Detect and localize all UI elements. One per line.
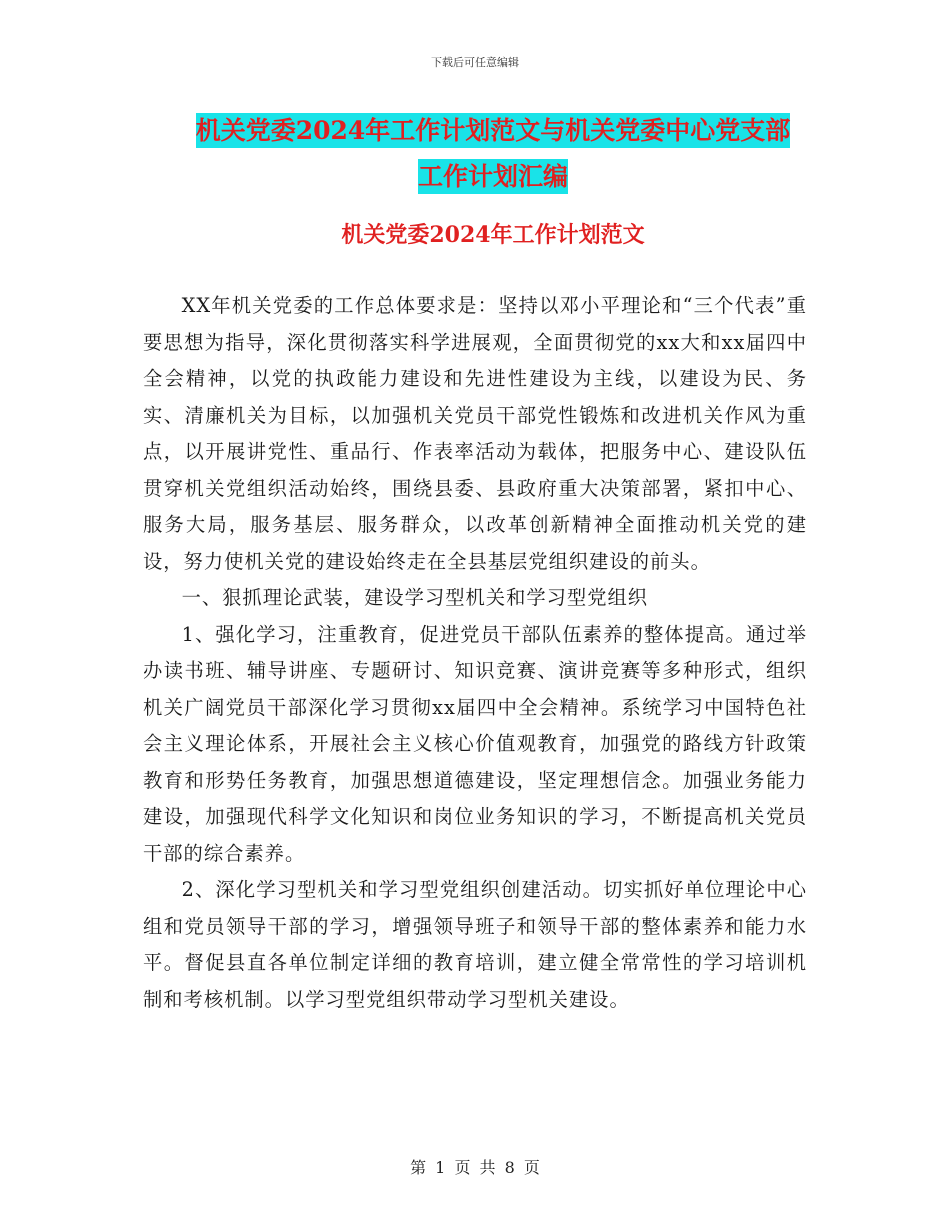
header-note: 下载后可任意编辑 — [431, 56, 519, 69]
main-title — [143, 108, 843, 200]
page-footer: 第 1 页 共 8 页 — [410, 1158, 540, 1177]
main-title-line1: 机关党委2024年工作计划范文与机关党委中心党支部 — [196, 113, 791, 148]
document-body — [143, 288, 807, 1018]
paragraph-item-2: 2、深化学习型机关和学习型党组织创建活动。切实抓好单位理论中心组和党员领导干部的学习，增强领导班子和领导干部的整体素养和能力水平。督促县直各单位制定详细的教育培训，建立健全常常性的学习培训机制和考核机制。以学习型党组织带动学习型机关建设。 — [143, 878, 807, 1011]
paragraph-intro: XX年机关党委的工作总体要求是：坚持以邓小平理论和“三个代表”重要思想为指导，深化贯彻落实科学进展观，全面贯彻党的xx大和xx届四中全会精神，以党的执政能力建设和先进性建设为主线，以建设为民、务实、清廉机关为目标，以加强机关党员干部党性锻炼和改进机关作风为重点，以开展讲党性、重品行、作表率活动为载体，把服务中心、建设队伍贯穿机关党组织活动始终，围绕县委、县政府重大决策部署，紧扣中心、服务大局，服务基层、服务群众，以改革创新精神全面推动机关党的建设，努力使机关党的建设始终走在全县基层党组织建设的前头。 — [143, 294, 807, 573]
sub-title: 机关党委2024年工作计划范文 — [341, 222, 645, 248]
paragraph-item-1: 1、强化学习，注重教育，促进党员干部队伍素养的整体提高。通过举办读书班、辅导讲座、专题研讨、知识竞赛、演讲竞赛等多种形式，组织机关广阔党员干部深化学习贯彻xx届四中全会精神。系统学习中国特色社会主义理论体系，开展社会主义核心价值观教育，加强党的路线方针政策教育和形势任务教育，加强思想道德建设，坚定理想信念。加强业务能力建设，加强现代科学文化知识和岗位业务知识的学习，不断提高机关党员干部的综合素养。 — [143, 622, 807, 865]
section-heading-1: 一、狠抓理论武装，建设学习型机关和学习型党组织 — [181, 586, 649, 609]
main-title-line2: 工作计划汇编 — [418, 159, 568, 194]
